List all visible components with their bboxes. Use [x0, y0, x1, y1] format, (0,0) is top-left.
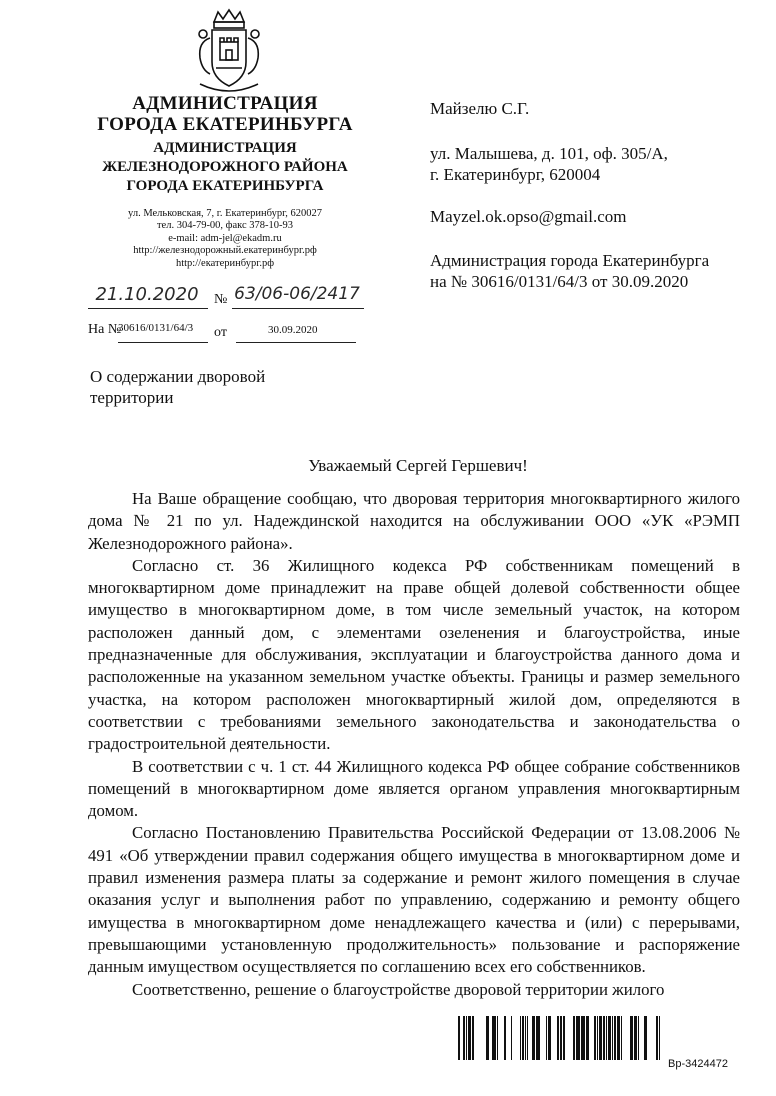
- addressee-email: Mayzel.ok.opso@gmail.com: [430, 207, 627, 226]
- addressee-copy-line: на № 30616/0131/64/3 от 30.09.2020: [430, 272, 689, 291]
- barcode-bar: [614, 1016, 616, 1060]
- contact-website: http://железнодорожный.екатеринбург.рф: [133, 245, 317, 257]
- contact-email: e-mail: adm-jel@ekadm.ru: [168, 232, 282, 244]
- barcode-bar: [511, 1016, 512, 1060]
- reference-date-underline: [236, 342, 356, 343]
- barcode-bar: [581, 1016, 585, 1060]
- reference-date: 30.09.2020: [268, 324, 318, 336]
- barcode-bar: [586, 1016, 589, 1060]
- addressee-copy-line: Администрация города Екатеринбурга: [430, 251, 710, 270]
- barcode-bar: [504, 1016, 506, 1060]
- reference-number: 30616/0131/64/3: [118, 322, 194, 334]
- reference-number-underline: [118, 342, 208, 343]
- reference-label: На №: [88, 322, 122, 337]
- org-contacts: [90, 208, 360, 270]
- org-subtitle: [90, 139, 360, 196]
- coat-of-arms-emblem: [190, 8, 268, 94]
- barcode-bar: [634, 1016, 637, 1060]
- salutation: Уважаемый Сергей Гершевич!: [308, 456, 528, 475]
- barcode-bar: [594, 1016, 596, 1060]
- barcode-bar: [617, 1016, 620, 1060]
- barcode-bar: [656, 1016, 658, 1060]
- contact-phone: тел. 304-79-00, факс 378-10-93: [156, 220, 294, 232]
- org-title: [90, 93, 360, 135]
- body-paragraph: Согласно Постановлению Правительства Российской Федерации от 13.08.2006 № 491 «Об утверждении правил содержания общего имущества в многоквартирном доме и правил изменения размера платы за содержание и ремонт жилого помещения в случае оказания услуг и выполнения работ по управлению, содержанию и ремонту общего имущества в многоквартирном доме ненадлежащего качества и (или) с перерывами, превышающими установленную продолжительность» пользование и распоряжение данным имуществом осуществляется по соглашению всех его собственников.: [88, 823, 740, 977]
- barcode-bar: [525, 1016, 526, 1060]
- document-barcode: [458, 1016, 668, 1060]
- addressee-address-line: г. Екатеринбург, 620004: [430, 165, 601, 184]
- barcode-bar: [486, 1016, 489, 1060]
- barcode-bar: [520, 1016, 521, 1060]
- addressee-copy: [430, 250, 709, 292]
- barcode-bar: [527, 1016, 528, 1060]
- barcode-bar: [644, 1016, 647, 1060]
- letter-subject: [90, 366, 330, 408]
- org-subtitle-line: ГОРОДА ЕКАТЕРИНБУРГА: [126, 178, 324, 194]
- barcode-bar: [603, 1016, 605, 1060]
- barcode-bar: [621, 1016, 622, 1060]
- barcode-bar: [458, 1016, 460, 1060]
- letter-subject-line: О содержании дворовой: [90, 367, 266, 386]
- addressee-name: Майзелю С.Г.: [430, 99, 530, 118]
- registration-date: 21.10.2020: [95, 284, 199, 305]
- barcode-bar: [597, 1016, 598, 1060]
- body-paragraph: Соответственно, решение о благоустройстве дворовой территории жилого: [132, 979, 665, 999]
- letter-body: [88, 488, 740, 1001]
- registration-number: 63/06-06/2417: [234, 284, 360, 304]
- document-code: Вр-3424472: [668, 1058, 728, 1070]
- barcode-bar: [536, 1016, 540, 1060]
- reference-from-label: от: [214, 325, 227, 340]
- contact-website: http://екатеринбург.рф: [175, 257, 275, 269]
- org-subtitle-line: ЖЕЛЕЗНОДОРОЖНОГО РАЙОНА: [102, 159, 348, 175]
- registration-date-underline: [88, 308, 208, 309]
- barcode-bar: [560, 1016, 562, 1060]
- barcode-bar: [472, 1016, 474, 1060]
- barcode-bar: [573, 1016, 575, 1060]
- barcode-bar: [608, 1016, 611, 1060]
- barcode-bar: [599, 1016, 602, 1060]
- org-subtitle-line: АДМИНИСТРАЦИЯ: [153, 140, 297, 156]
- org-title-line: ГОРОДА ЕКАТЕРИНБУРГА: [97, 114, 353, 135]
- barcode-bar: [497, 1016, 498, 1060]
- barcode-bar: [638, 1016, 639, 1060]
- barcode-bar: [606, 1016, 607, 1060]
- barcode-bar: [546, 1016, 547, 1060]
- registration-number-underline: [232, 308, 364, 309]
- barcode-bar: [466, 1016, 467, 1060]
- contact-address: ул. Мельковская, 7, г. Екатеринбург, 620027: [128, 208, 322, 219]
- barcode-bar: [548, 1016, 551, 1060]
- addressee-address: [430, 143, 668, 185]
- barcode-bar: [468, 1016, 471, 1060]
- barcode-bar: [492, 1016, 496, 1060]
- org-title-line: АДМИНИСТРАЦИЯ: [132, 93, 318, 114]
- barcode-bar: [630, 1016, 633, 1060]
- barcode-bar: [532, 1016, 535, 1060]
- barcode-bar: [576, 1016, 580, 1060]
- body-paragraph: В соответствии с ч. 1 ст. 44 Жилищного кодекса РФ общее собрание собственников помещений в многоквартирном доме является органом управления многоквартирным домом.: [88, 756, 740, 821]
- addressee-address-line: ул. Малышева, д. 101, оф. 305/А,: [430, 144, 668, 163]
- barcode-bar: [563, 1016, 565, 1060]
- barcode-bar: [557, 1016, 559, 1060]
- barcode-bar: [463, 1016, 465, 1060]
- registration-number-label: №: [214, 292, 228, 307]
- body-paragraph: Согласно ст. 36 Жилищного кодекса РФ собственникам помещений в многоквартирном доме принадлежит на праве общей долевой собственности общее имущество в многоквартирном доме, в том числе земельный участок, на котором расположен данный дом, с элементами озеленения и благоустройства, иные предназначенные для обслуживания, эксплуатации и благоустройства данного дома и расположенные на указанном земельном участке объекты. Границы и размер земельного участка, на котором расположен многоквартирный жилой дом, определяются в соответствии с требованиями земельного законодательства и законодательства о градостроительной деятельности.: [88, 555, 740, 754]
- body-paragraph: На Ваше обращение сообщаю, что дворовая территория многоквартирного жилого дома № 21 по ул. Надеждинской находится на обслуживании ООО «УК «РЭМП Железнодорожного района».: [88, 489, 740, 553]
- barcode-bar: [659, 1016, 660, 1060]
- barcode-bar: [522, 1016, 524, 1060]
- letter-subject-line: территории: [90, 388, 174, 407]
- barcode-bar: [612, 1016, 613, 1060]
